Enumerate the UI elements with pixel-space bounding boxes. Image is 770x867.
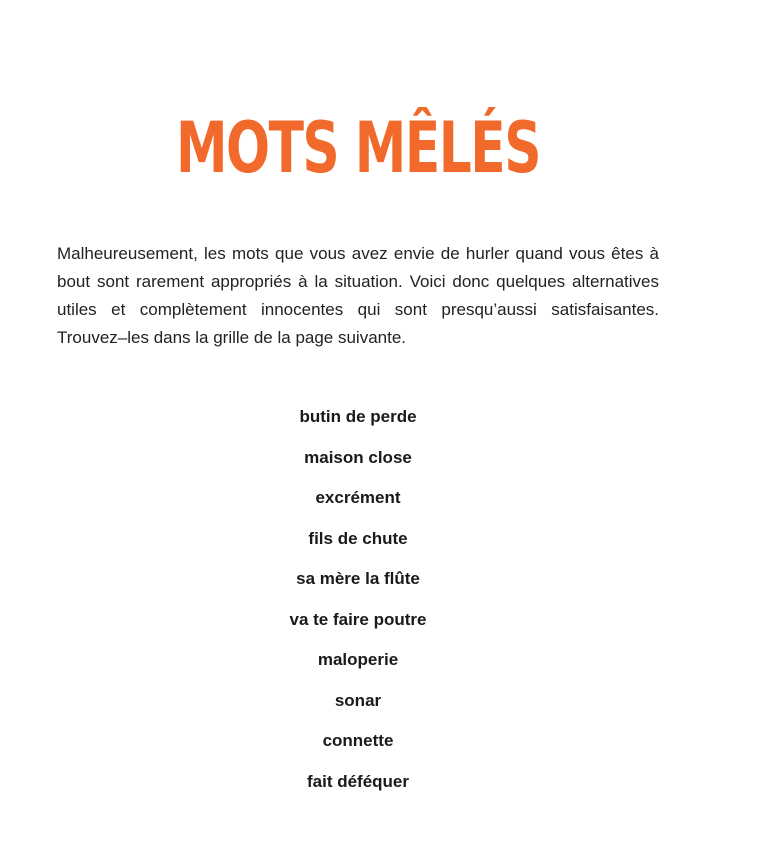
page-title: MOTS MÊLÉS — [175, 107, 541, 189]
list-item: sa mère la flûte — [296, 569, 420, 588]
list-item: connette — [322, 731, 394, 750]
intro-paragraph: Malheureusement, les mots que vous avez envie de hurler quand vous êtes à bout sont rarement appropriés à la situation. Voici donc quelques alternatives utiles et complètement innocentes qui sont presqu’aussi satisfaisantes. Trouvez–les dans la grille de la page suivante. — [57, 244, 659, 347]
word-list — [208, 405, 508, 810]
list-item: maloperie — [317, 650, 399, 669]
list-item: fait déféquer — [306, 771, 410, 791]
list-item: excrément — [315, 488, 401, 507]
list-item: fils de chute — [308, 528, 408, 548]
list-item: sonar — [334, 690, 382, 710]
list-item: va te faire poutre — [289, 609, 427, 629]
list-item: maison close — [304, 447, 412, 467]
list-item: butin de perde — [299, 407, 417, 426]
